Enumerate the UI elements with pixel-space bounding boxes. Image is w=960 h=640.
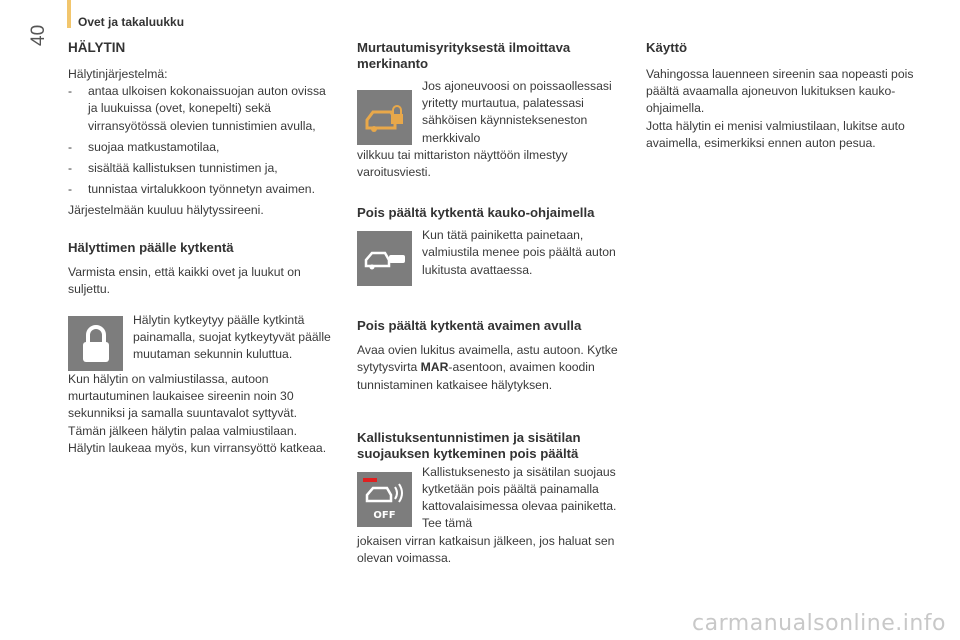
header-accent-bar bbox=[67, 0, 71, 28]
activation-heading: Hälyttimen päälle kytkentä bbox=[68, 239, 234, 255]
tilt-icon-text: Kallistuksenesto ja sisätilan suojaus kytketään pois päältä painamalla kattovalaisimessa olevaa painiketta. Tee tämä bbox=[422, 464, 617, 531]
standby-text: Kun hälytin on valmiustilassa, autoon murtautuminen laukaisee sireenin noin 30 sekunniksi ja samalla suuntavalot syttyvät. bbox=[68, 372, 297, 421]
list-item: - antaa ulkoisen kokonaissuojan auton ovissa ja luukuissa (ovet, konepelti) sekä virransyötössä olevien tunnistimien avulla, bbox=[68, 84, 326, 133]
lock-icon-row bbox=[68, 312, 336, 371]
remote-heading: Pois päältä kytkentä kauko-ohjaimella bbox=[357, 205, 595, 221]
off-label: OFF bbox=[373, 509, 396, 521]
remote-icon-row bbox=[357, 227, 627, 286]
burglary-icon-text: Jos ajoneuvoosi on poissaollessasi yritetty murtautua, palatessasi sähköisen käynnistekseneston merkkivalo bbox=[422, 79, 612, 145]
main-heading: HÄLYTIN bbox=[68, 40, 126, 55]
tilt-heading: Kallistuksentunnistimen ja sisätilan suojauksen kytkeminen pois päältä bbox=[357, 429, 581, 461]
list-item: - tunnistaa virtalukkoon työnnetyn avaimen. bbox=[68, 182, 315, 197]
tilt-cont: jokaisen virran katkaisun jälkeen, jos haluat sen olevan voimassa. bbox=[357, 533, 615, 565]
activation-text: Varmista ensin, että kaikki ovet ja luukut on suljettu. bbox=[68, 264, 301, 296]
section-title: Ovet ja takaluukku bbox=[78, 15, 185, 29]
usage-text-1: Vahingossa lauenneen sireenin saa nopeasti pois päältä avaamalla ajoneuvon lukituksen kauko-ohjaimella. bbox=[646, 67, 914, 116]
burglary-heading: Murtautumisyrityksestä ilmoittava merkinanto bbox=[357, 40, 571, 71]
tilt-off-icon bbox=[357, 472, 412, 527]
burglary-icon-row bbox=[357, 78, 627, 147]
after-text: Tämän jälkeen hälytin palaa valmiustilaan. Hälytin laukeaa myös, kun virransyöttö katkeaa. bbox=[68, 423, 327, 455]
intro-text: Hälytinjärjestelmä: bbox=[68, 67, 168, 81]
lock-icon-text: Hälytin kytkeytyy päälle kytkintä painamalla, suojat kytkeytyvät päälle muutaman sekunnin kuluttua. bbox=[133, 313, 331, 362]
red-indicator-icon bbox=[363, 478, 377, 482]
feature-list bbox=[68, 83, 336, 198]
remote-unlock-icon bbox=[357, 231, 412, 286]
column-left bbox=[68, 40, 336, 457]
column-right bbox=[646, 40, 916, 152]
siren-note: Järjestelmään kuuluu hälytyssireeni. bbox=[68, 203, 264, 218]
list-item: - sisältää kallistuksen tunnistimen ja, bbox=[68, 161, 278, 176]
tilt-icon-row bbox=[357, 464, 627, 533]
key-heading: Pois päältä kytkentä avaimen avulla bbox=[357, 318, 582, 334]
usage-heading: Käyttö bbox=[646, 40, 688, 55]
page-number: 40 bbox=[28, 24, 49, 46]
list-item: - suojaa matkustamotilaa, bbox=[68, 139, 220, 154]
watermark: carmanualsonline.info bbox=[692, 611, 946, 636]
car-lock-warning-icon bbox=[357, 90, 412, 145]
column-middle bbox=[357, 40, 627, 567]
lock-icon bbox=[68, 316, 123, 371]
remote-icon-text: Kun tätä painiketta painetaan, valmiustila menee pois päältä auton lukitusta avattaessa. bbox=[422, 228, 616, 277]
burglary-cont: vilkkuu tai mittariston näyttöön ilmestyy varoitusviesti. bbox=[357, 147, 568, 180]
key-text: Avaa ovien lukitus avaimella, astu autoon. Kytke sytytysvirta MAR-asentoon, avaimen koodin tunnistaminen katkaisee hälytyksen. bbox=[357, 343, 618, 392]
usage-text-2: Jotta hälytin ei menisi valmiustilaan, lukitse auto avaimella, esimerkiksi ennen auton pesua. bbox=[646, 118, 905, 150]
